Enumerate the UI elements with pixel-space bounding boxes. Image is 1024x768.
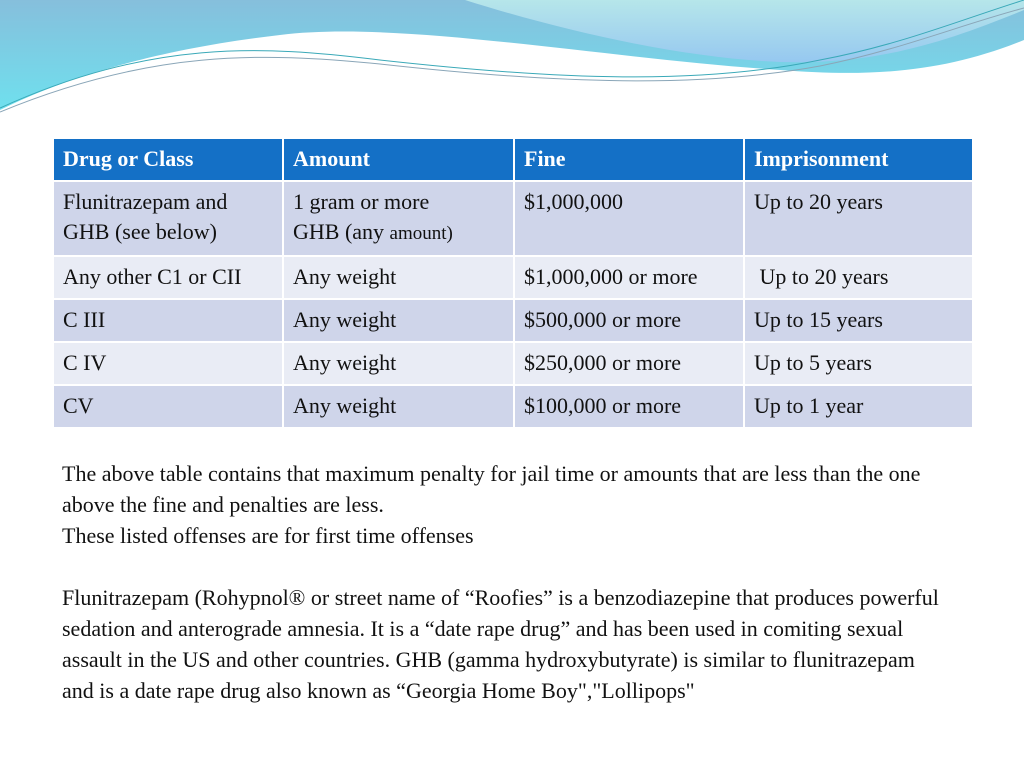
cell-fine: $1,000,000 or more — [514, 256, 744, 299]
header-fine: Fine — [514, 138, 744, 181]
cell-amount: Any weight — [283, 342, 514, 385]
amount-line1: 1 gram or more — [293, 189, 430, 214]
table-row — [53, 342, 973, 385]
cell-amount: Any weight — [283, 299, 514, 342]
cell-amount: Any weight — [283, 256, 514, 299]
cell-drug: Any other C1 or CII — [53, 256, 283, 299]
cell-prison: Up to 20 years — [744, 181, 973, 256]
table-row — [53, 256, 973, 299]
table-row — [53, 299, 973, 342]
note-paragraph-3: Flunitrazepam (Rohypnol® or street name of “Roofies” is a benzodiazepine that produces powerful sedation and anterograde amnesia. It is a “date rape drug” and has been used in comiting sexual assault in the US and other countries. GHB (gamma hydroxybutyrate) is similar to flunitrazepam and is a date rape drug also known as “Georgia Home Boy","Lollipops" — [62, 585, 939, 703]
notes-text — [62, 458, 942, 706]
table-header-row — [53, 138, 973, 181]
cell-prison: Up to 5 years — [744, 342, 973, 385]
cell-drug: CV — [53, 385, 283, 428]
cell-prison: Up to 15 years — [744, 299, 973, 342]
note-paragraph-1: The above table contains that maximum penalty for jail time or amounts that are less than the one above the fine and penalties are less. — [62, 461, 921, 517]
penalties-table — [52, 137, 974, 429]
cell-drug: C III — [53, 299, 283, 342]
cell-amount: Any weight — [283, 385, 514, 428]
amount-line2: GHB (any — [293, 219, 390, 244]
note-paragraph-2: These listed offenses are for first time offenses — [62, 523, 474, 548]
table-row — [53, 385, 973, 428]
cell-prison: Up to 20 years — [744, 256, 973, 299]
amount-small: amount) — [389, 223, 453, 244]
header-drug: Drug or Class — [53, 138, 283, 181]
cell-prison: Up to 1 year — [744, 385, 973, 428]
cell-drug: C IV — [53, 342, 283, 385]
cell-fine: $1,000,000 — [514, 181, 744, 256]
cell-drug: Flunitrazepam and GHB (see below) — [53, 181, 283, 256]
header-amount: Amount — [283, 138, 514, 181]
cell-fine: $500,000 or more — [514, 299, 744, 342]
table-row — [53, 181, 973, 256]
header-wave-decoration — [0, 0, 1024, 130]
cell-fine: $250,000 or more — [514, 342, 744, 385]
cell-fine: $100,000 or more — [514, 385, 744, 428]
header-imprisonment: Imprisonment — [744, 138, 973, 181]
cell-amount — [283, 181, 514, 256]
